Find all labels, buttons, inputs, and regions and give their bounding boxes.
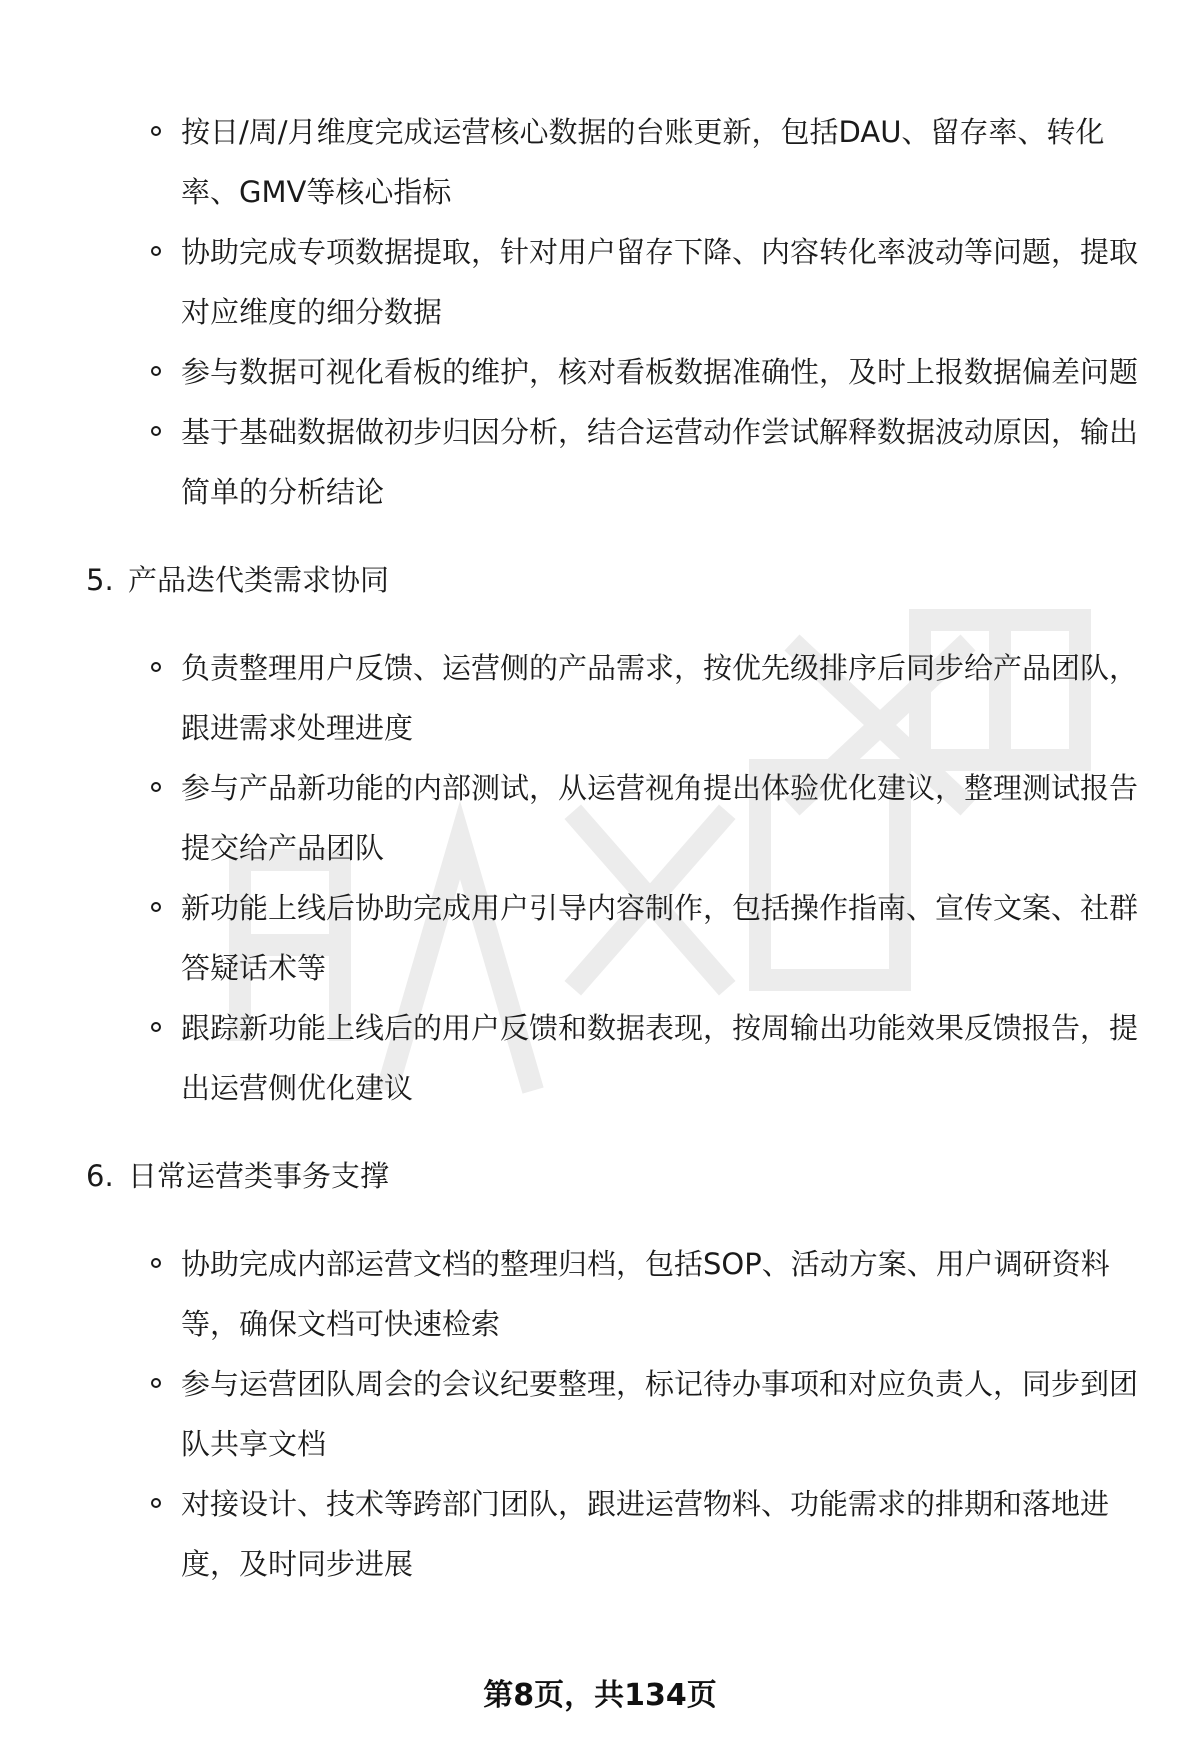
section-number: 5. — [86, 563, 114, 597]
list-item-text: 协助完成专项数据提取，针对用户留存下降、内容转化率波动等问题，提取对应维度的细分数据 — [181, 235, 1139, 329]
list-item-text: 按日/周/月维度完成运营核心数据的台账更新，包括DAU、留存率、转化率、GMV等核心指标 — [181, 115, 1105, 209]
section-title-text: 日常运营类事务支撑 — [128, 1159, 390, 1193]
bullet-circle-icon — [151, 426, 161, 436]
bullet-circle-icon — [151, 1498, 161, 1508]
list-item-text: 协助完成内部运营文档的整理归档，包括SOP、活动方案、用户调研资料等，确保文档可快速检索 — [181, 1247, 1110, 1341]
bullet-circle-icon — [151, 1258, 161, 1268]
bullet-circle-icon — [151, 1378, 161, 1388]
list-item-text: 对接设计、技术等跨部门团队，跟进运营物料、功能需求的排期和落地进度，及时同步进展 — [181, 1487, 1110, 1581]
bullet-circle-icon — [151, 126, 161, 136]
section-heading — [86, 1146, 1200, 1206]
page-content — [0, 102, 1200, 1594]
bullet-circle-icon — [151, 1022, 161, 1032]
list-item — [181, 638, 1141, 758]
bullet-circle-icon — [151, 246, 161, 256]
list-item — [181, 402, 1141, 522]
list-item — [181, 342, 1141, 402]
list-item — [181, 222, 1141, 342]
page-number: 第8页，共134页 — [483, 1678, 717, 1713]
list-item — [181, 1354, 1141, 1474]
section-bullet-list — [0, 638, 1200, 1118]
section-heading — [86, 550, 1200, 610]
section-number: 6. — [86, 1159, 114, 1193]
bullet-circle-icon — [151, 366, 161, 376]
list-item-text: 新功能上线后协助完成用户引导内容制作，包括操作指南、宣传文案、社群答疑话术等 — [181, 891, 1139, 985]
list-item-text: 参与运营团队周会的会议纪要整理，标记待办事项和对应负责人，同步到团队共享文档 — [181, 1367, 1139, 1461]
bullet-circle-icon — [151, 782, 161, 792]
list-item — [181, 878, 1141, 998]
list-item — [181, 998, 1141, 1118]
section-title-text: 产品迭代类需求协同 — [128, 563, 390, 597]
list-item — [181, 1234, 1141, 1354]
intro-bullet-list — [0, 102, 1200, 522]
list-item — [181, 102, 1141, 222]
list-item-text: 参与产品新功能的内部测试，从运营视角提出体验优化建议，整理测试报告提交给产品团队 — [181, 771, 1139, 865]
list-item-text: 负责整理用户反馈、运营侧的产品需求，按优先级排序后同步给产品团队，跟进需求处理进度 — [181, 651, 1139, 745]
bullet-circle-icon — [151, 902, 161, 912]
list-item-text: 参与数据可视化看板的维护，核对看板数据准确性，及时上报数据偏差问题 — [181, 355, 1139, 389]
list-item — [181, 1474, 1141, 1594]
section-bullet-list — [0, 1234, 1200, 1594]
list-item-text: 基于基础数据做初步归因分析，结合运营动作尝试解释数据波动原因，输出简单的分析结论 — [181, 415, 1139, 509]
list-item — [181, 758, 1141, 878]
list-item-text: 跟踪新功能上线后的用户反馈和数据表现，按周输出功能效果反馈报告，提出运营侧优化建议 — [181, 1011, 1139, 1105]
bullet-circle-icon — [151, 662, 161, 672]
